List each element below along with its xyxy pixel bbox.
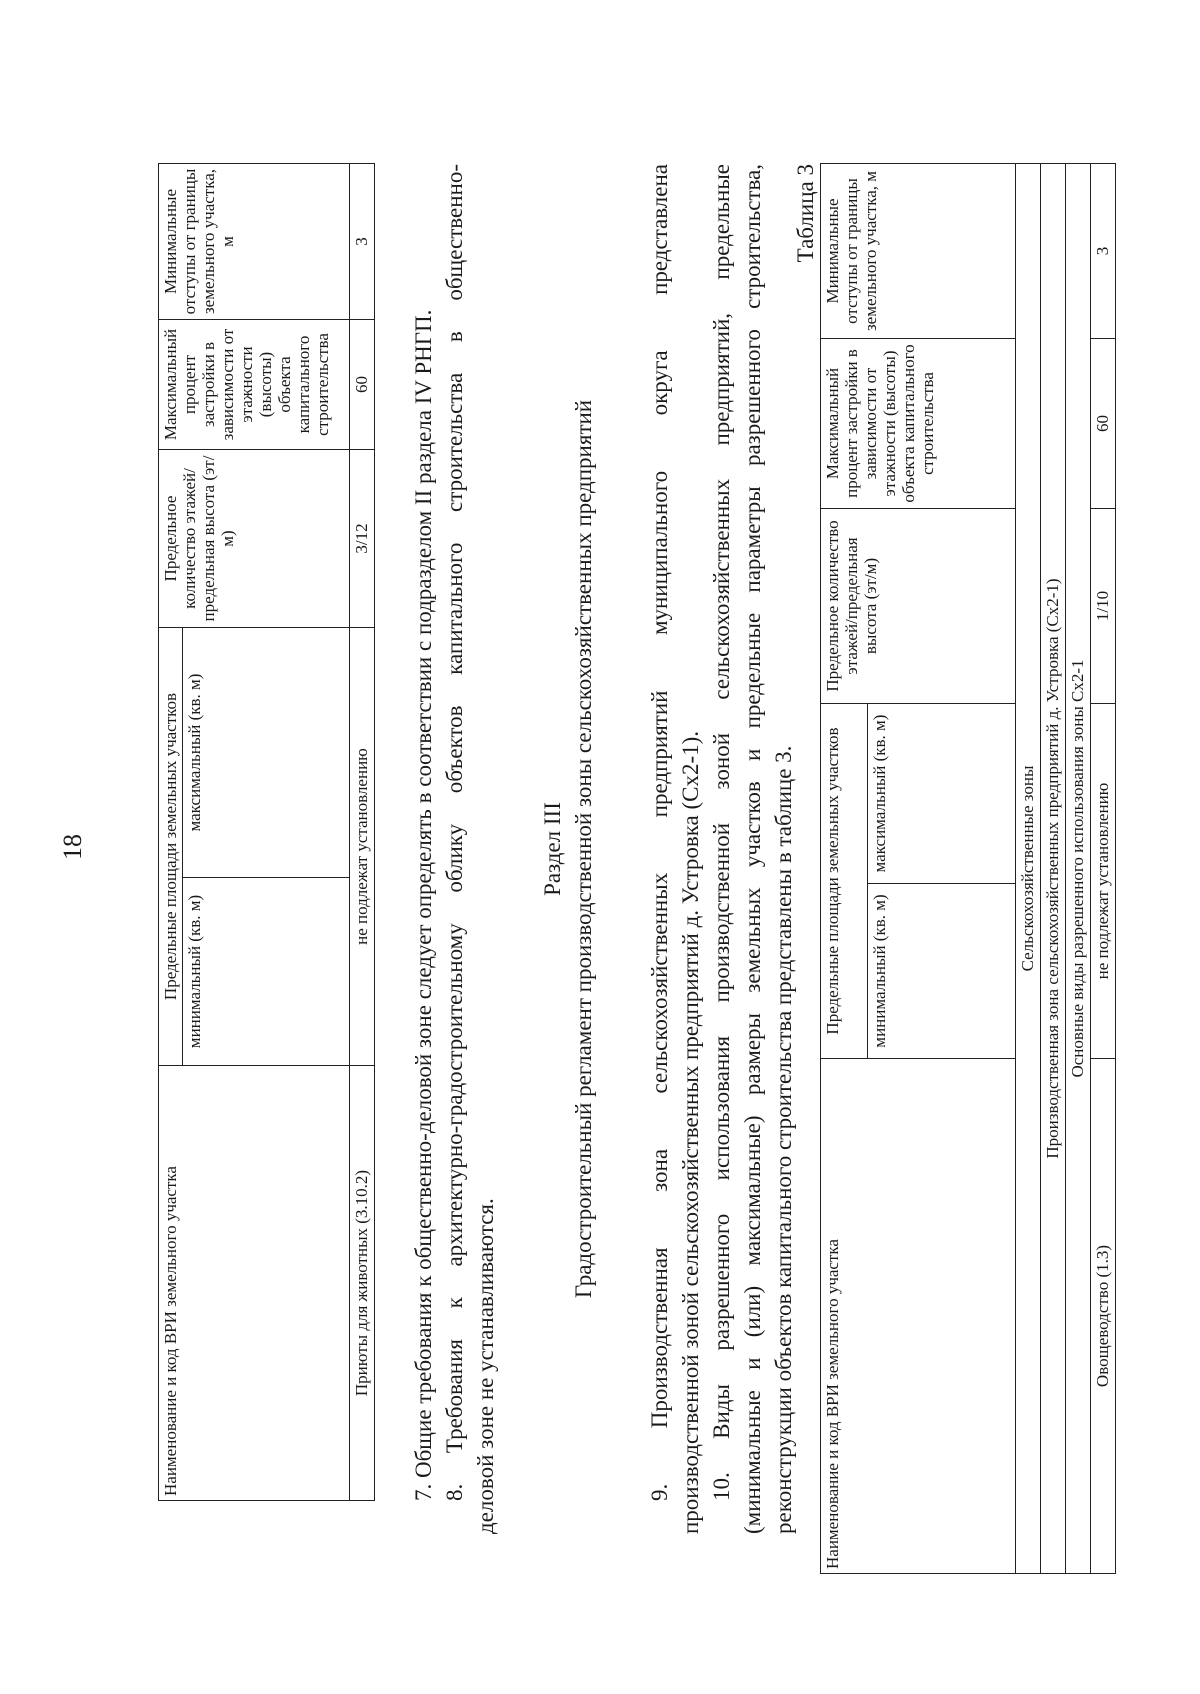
header-name: Наименование и код ВРИ земельного участка [821, 1059, 1016, 1574]
cell-area: не подлежат установлению [350, 628, 375, 1066]
table-3-caption: Таблица 3 [793, 164, 818, 263]
table-header-row [159, 164, 183, 1501]
header-floors: Предельное количество этажей/предельная высота (эт/м) [159, 450, 350, 628]
cell-area: не подлежат установлению [1091, 704, 1116, 1059]
paragraph-10-line-2: (минимальные и (или) максимальные) размеры земельных участков и предельные параметры разрешенного строительства, [740, 164, 765, 1534]
header-area: Предельные площади земельных участков [159, 628, 183, 1066]
paragraph-10-line-3: реконструкции объектов капитального строительства представлены в таблице 3. [771, 745, 796, 1534]
group-production-zone: Производственная зона сельскохозяйственных предприятий д. Устровка (Сх2-1) [1041, 164, 1066, 1574]
cell-setback: 3 [350, 164, 375, 320]
table-3 [820, 163, 1116, 1574]
header-floors: Предельное количество этажей/предельная высота (эт/м) [821, 509, 1016, 704]
paragraph-8-line-1: 8. Требования к архитектурно-градостроительному облику объектов капитального строительства в общественно- [442, 164, 467, 1501]
group-agricultural-zones: Сельскохозяйственные зоны [1016, 164, 1041, 1574]
cell-floors: 1/10 [1091, 509, 1116, 704]
page-number: 18 [58, 834, 87, 860]
header-setback: Минимальные отступы от границы земельного участка, м [821, 164, 1016, 339]
cell-name: Приюты для животных (3.10.2) [350, 1066, 375, 1501]
header-max: максимальный (кв. м) [183, 628, 350, 878]
paragraph-8-line-2: деловой зоне не устанавливаются. [473, 1198, 498, 1534]
header-max: максимальный (кв. м) [868, 704, 1016, 884]
table-1 [158, 163, 375, 1501]
section-heading: Раздел III [540, 802, 565, 896]
header-coverage: Максимальный процент застройки в зависимости от этажности (высоты) объекта капитального строительства [159, 320, 350, 450]
cell-name: Овощеводство (1.3) [1091, 1059, 1116, 1574]
table-group-row [1066, 164, 1091, 1574]
group-main-uses: Основные виды разрешенного использования зоны Сх2-1 [1066, 164, 1091, 1574]
cell-coverage: 60 [350, 320, 375, 450]
paragraph-7: 7. Общие требования к общественно-деловой зоне следует определять в соответствии с подразделом II раздела IV РНГП. [411, 309, 436, 1501]
header-area: Предельные площади земельных участков [821, 704, 868, 1059]
table-row [350, 164, 375, 1501]
section-title: Градостроительный регламент производственной зоны сельскохозяйственных предприятий [571, 399, 596, 1299]
table-row [1091, 164, 1116, 1574]
table-header-row [821, 164, 868, 1574]
header-name: Наименование и код ВРИ земельного участка [159, 1066, 350, 1501]
header-setback: Минимальные отступы от границы земельного участка, м [159, 164, 350, 320]
paragraph-9-line-1: 9. Производственная зона сельскохозяйственных предприятий муниципального округа представлена [647, 164, 672, 1501]
header-min: минимальный (кв. м) [868, 884, 1016, 1059]
paragraph-9-line-2: производственной зоной сельскохозяйственных предприятий д. Устровка (Сх2-1). [678, 730, 703, 1534]
header-coverage: Максимальный процент застройки в зависимости от этажности (высоты) объекта капитального строительства [821, 339, 1016, 509]
cell-floors: 3/12 [350, 450, 375, 628]
paragraph-10-line-1: 10. Виды разрешенного использования производственной зоной сельскохозяйственных предприятий, предельные [709, 164, 734, 1501]
table-group-row [1016, 164, 1041, 1574]
header-min: минимальный (кв. м) [183, 878, 350, 1066]
cell-coverage: 60 [1091, 339, 1116, 509]
table-group-row [1041, 164, 1066, 1574]
cell-setback: 3 [1091, 164, 1116, 339]
